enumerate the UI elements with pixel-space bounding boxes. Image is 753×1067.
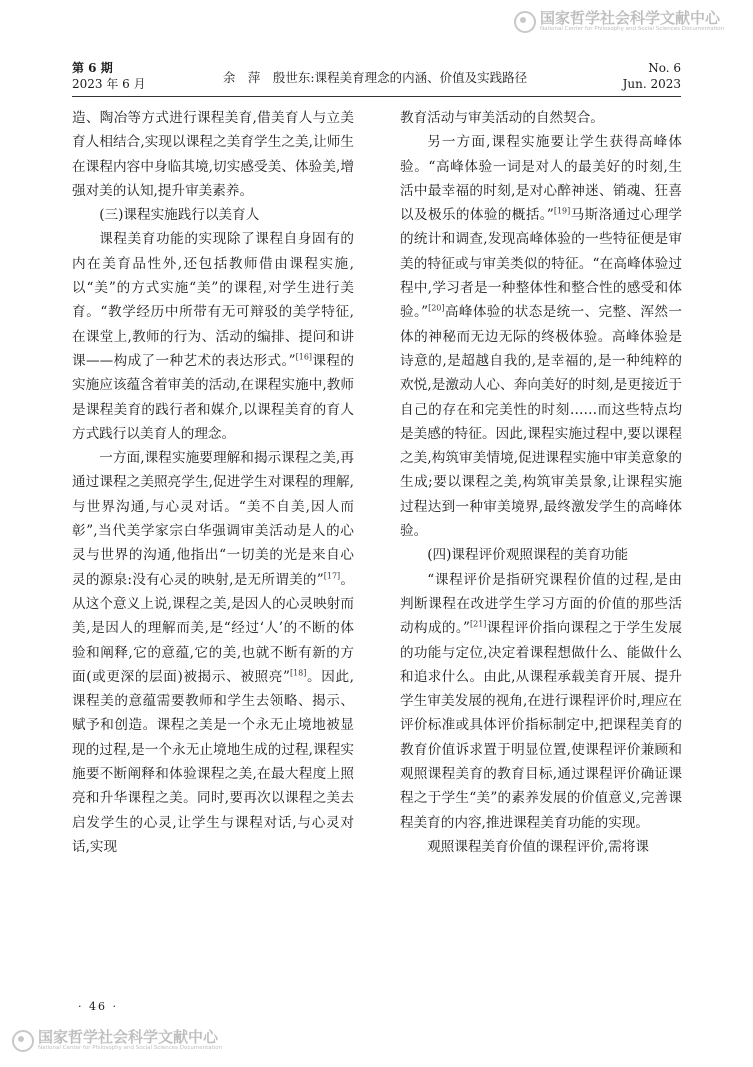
running-title: 余 萍 殷世东:课程美育理念的内涵、价值及实践路径 xyxy=(222,70,528,85)
page-number: · 46 · xyxy=(78,1000,118,1013)
paragraph-text: 。因此,课程美的意蕴需要教师和学生去领略、揭示、赋予和创造。课程之美是一个永无止境地被显现的过程,是一个永无止境地生成的过程,课程实施要不断阐释和体验课程之美,在最大程度上照亮和升华课程之美。同时,要再次以课程之美去启发学生的心灵,让学生与课程对话,与心灵对话,实现 xyxy=(72,668,354,855)
paragraph xyxy=(400,835,682,859)
watermark-subtitle: National Center for Philosophy and Social Sciences Documentation xyxy=(38,1045,223,1051)
citation-ref: [16] xyxy=(295,352,313,362)
paragraph-text: “课程评价是指研究课程价值的过程,是由判断课程在改进学生学习方面的价值的那些活动构成的。” xyxy=(400,571,682,637)
header-rule xyxy=(72,96,681,97)
watermark-title: 国家哲学社会科学文献中心 xyxy=(540,9,721,27)
paragraph-text: (三)课程实施践行以美育人 xyxy=(99,207,260,224)
watermark-top xyxy=(514,11,724,33)
paragraph-text: 。从这个意义上说,课程之美,是因人的心灵映射而美,是因人的理解而美,是“经过‘人’的不断的体验和阐释,它的意蕴,它的美,也就不断有新的方面(或更深的层面)被揭示、被照亮” xyxy=(72,571,355,685)
paragraph-text: 一方面,课程实施要理解和揭示课程之美,再通过课程之美照亮学生,促进学生对课程的理解,与世界沟通,与心灵对话。“美不自美,因人而彰”,当代美学家宗白华强调审美活动是人的心灵与世界的沟通,他指出“一切美的光是来自心灵的源泉:没有心灵的映射,是无所谓美的” xyxy=(72,450,354,588)
paragraph-text: 教育活动与审美活动的自然契合。 xyxy=(400,110,604,126)
issue-date-en: Jun. 2023 xyxy=(622,77,681,91)
header-left xyxy=(72,60,146,92)
paragraph-text: 课程美育功能的实现除了课程自身固有的内在美育品性外,还包括教师借由课程实施,以“美”的方式实施“美”的课程,对学生进行美育。“教学经历中所带有无可辩驳的美学特征,在课堂上,教师的行为、活动的编排、提问和讲课——构成了一种艺术的表达形式。” xyxy=(72,231,354,369)
cnss-logo-icon xyxy=(514,11,536,33)
paragraph-text: 马斯洛通过心理学的统计和调查,发现高峰体验的一些特征便是审美的特征或与审美类似的特征。“在高峰体验过程中,学习者是一种整体性和整合性的感受和体验。” xyxy=(400,207,683,321)
paragraph xyxy=(72,446,354,859)
paragraph xyxy=(72,227,354,446)
watermark-bottom xyxy=(12,1030,222,1052)
section-heading xyxy=(72,203,354,227)
citation-ref: [18] xyxy=(289,668,307,678)
paragraph xyxy=(400,568,682,835)
watermark-title: 国家哲学社会科学文献中心 xyxy=(38,1028,219,1046)
citation-ref: [20] xyxy=(428,303,445,313)
paragraph-text: 高峰体验的状态是统一、完整、浑然一体的神秘而无边无际的终极体验。高峰体验是诗意的,是超越自我的,是幸福的,是一种纯粹的欢悦,是激动人心、奔向美好的时刻,是更接近于自己的存在和完美性的时刻……而这些特点均是美感的特征。因此,课程实施过程中,要以课程之美,构筑审美情境,促进课程实施中审美意象的生成;要以课程之美,构筑审美景象,让课程实施过程达到一种审美境界,最终激发学生的高峰体验。 xyxy=(400,304,682,540)
paragraph-text: 课程的实施应该蕴含着审美的活动,在课程实施中,教师是课程美育的践行者和媒介,以课程美育的育人方式践行以美育人的理念。 xyxy=(72,352,355,442)
issue-number-cn: 第 6 期 xyxy=(72,61,113,75)
issue-number-en: No. 6 xyxy=(648,61,681,75)
paragraph-text: 造、陶冶等方式进行课程美育,借美育人与立美育人相结合,实现以课程之美育学生之美,让师生在课程内容中身临其境,切实感受美、体验美,增强对美的认知,提升审美素养。 xyxy=(72,110,354,199)
paragraph xyxy=(400,106,682,130)
paragraph-text: 观照课程美育价值的课程评价,需将课 xyxy=(427,838,650,855)
paragraph-text: 另一方面,课程实施要让学生获得高峰体验。“高峰体验一词是对人的最美好的时刻,生活中最幸福的时刻,是对心醉神迷、销魂、狂喜以及极乐的体验的概括。” xyxy=(400,134,682,224)
paragraph xyxy=(400,130,682,543)
header-right xyxy=(623,60,681,92)
right-column xyxy=(400,106,682,859)
paragraph-text: (四)课程评价观照课程的美育功能 xyxy=(427,547,629,564)
paragraph-text: 课程评价指向课程之于学生发展的功能与定位,决定着课程想做什么、能做什么和追求什么。由此,从课程承载美育开展、提升学生审美发展的视角,在进行课程评价时,理应在评价标准或具体评价指标制定中,把课程美育的教育价值诉求置于明显位置,使课程评价兼顾和观照课程美育的教育目标,通过课程评价确证课程之于学生“美”的素养发展的价值意义,完善课程美育的内容,推进课程美育功能的实现。 xyxy=(400,620,682,831)
citation-ref: [17] xyxy=(323,571,341,581)
watermark-subtitle: National Center for Philosophy and Social Sciences Documentation xyxy=(540,26,725,32)
left-column xyxy=(72,106,354,859)
citation-ref: [21] xyxy=(470,619,487,629)
cnss-logo-icon xyxy=(12,1030,34,1052)
issue-date-cn: 2023 年 6 月 xyxy=(72,77,146,91)
section-heading xyxy=(400,543,682,567)
citation-ref: [19] xyxy=(553,206,571,216)
paragraph xyxy=(72,106,354,203)
